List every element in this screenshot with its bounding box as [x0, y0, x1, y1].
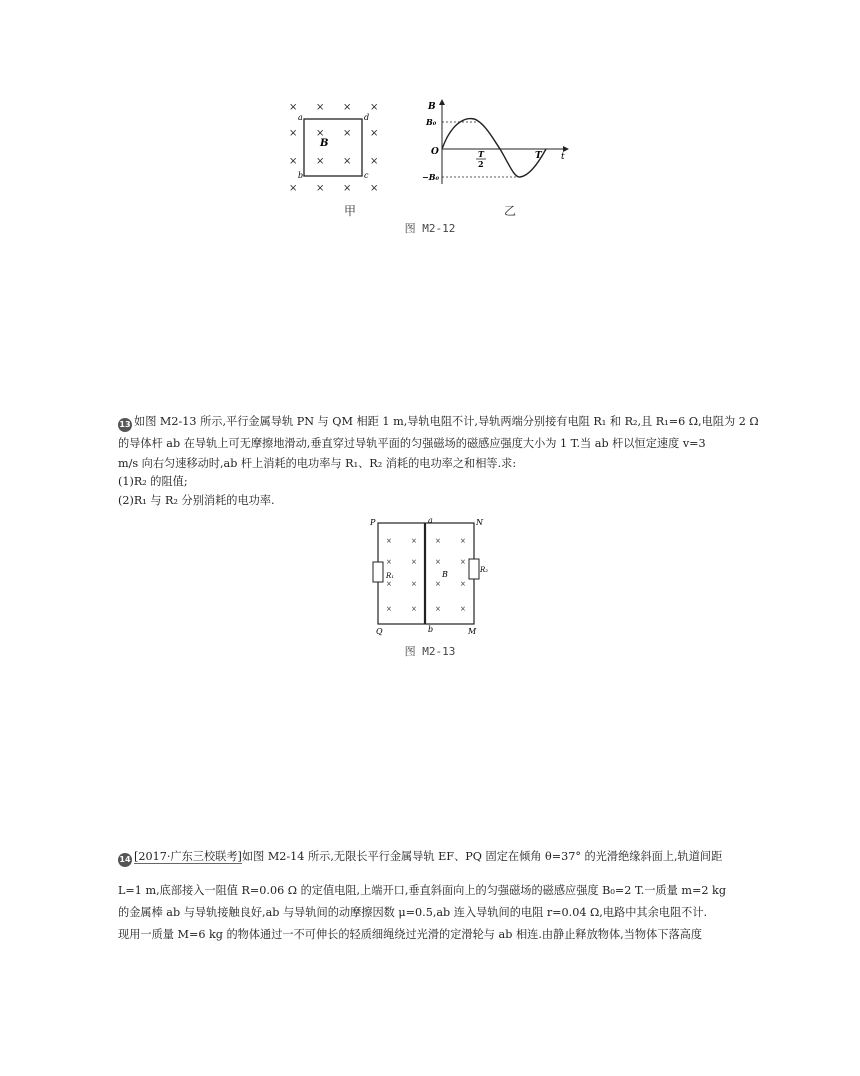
cross: ×: [460, 537, 466, 545]
corner-c: c: [364, 171, 369, 180]
origin-label: O: [431, 147, 439, 157]
cross: ×: [316, 156, 325, 167]
question-text: 现用一质量 M=6 kg 的物体通过一不可伸长的轻质细绳绕过光滑的定滑轮与 ab 相连.由静止释放物体,当物体下落高度: [118, 928, 703, 941]
cross: ×: [460, 605, 466, 613]
corner-a: a: [298, 113, 303, 122]
label-a: a: [428, 516, 433, 525]
label-r2: R₂: [480, 566, 489, 574]
cross: ×: [316, 183, 325, 194]
square-loop: [304, 119, 362, 176]
cross: ×: [289, 128, 298, 139]
cross: ×: [435, 558, 441, 566]
question-text: 如图 M2-14 所示,无限长平行金属导轨 EF、PQ 固定在倾角 θ=37° 的光滑绝缘斜面上,轨道间距: [241, 850, 723, 863]
cross: ×: [411, 605, 417, 613]
resistor-r2: [469, 559, 479, 579]
cross: ×: [370, 102, 379, 113]
question-13: [118, 411, 759, 511]
question-text: 的导体杆 ab 在导轨上可无摩擦地滑动,垂直穿过导轨平面的匀强磁场的磁感应强度大小为 1 T.当 ab 杆以恒定速度 v=3: [118, 437, 706, 450]
cross: ×: [316, 128, 325, 139]
cross: ×: [386, 580, 392, 588]
cross: ×: [386, 558, 392, 566]
corner-d: d: [364, 113, 370, 122]
figure-yi: [420, 98, 576, 190]
cross: ×: [386, 605, 392, 613]
figure-jia: [280, 96, 390, 196]
figure-label-jia: 甲: [343, 204, 356, 218]
cross: ×: [289, 102, 298, 113]
t-period-label: T: [535, 151, 542, 161]
question-part-2: (2)R₁ 与 R₂ 分别消耗的电功率.: [118, 494, 275, 507]
field-label-b: B: [442, 570, 448, 579]
cross: ×: [411, 558, 417, 566]
cross: ×: [411, 580, 417, 588]
cross: ×: [343, 102, 352, 113]
cross: ×: [343, 156, 352, 167]
question-number-13: 13: [118, 418, 132, 432]
label-r1: R₁: [386, 572, 395, 580]
label-n: N: [476, 518, 483, 527]
question-text: L=1 m,底部接入一阻值 R=0.06 Ω 的定值电阻,上端开口,垂直斜面向上的匀强磁场的磁感应强度 B₀=2 T.一质量 m=2 kg: [118, 884, 726, 897]
question-text: 如图 M2-13 所示,平行金属导轨 PN 与 QM 相距 1 m,导轨电阻不计,导轨两端分别接有电阻 R₁ 和 R₂,且 R₁=6 Ω,电阻为 2 Ω: [134, 415, 759, 428]
question-source: [2017·广东三校联考]: [134, 850, 242, 863]
b0-label: B₀: [426, 117, 437, 127]
question-text: 的金属棒 ab 与导轨接触良好,ab 与导轨间的动摩擦因数 μ=0.5,ab 连入导轨间的电阻 r=0.04 Ω,电路中其余电阻不计.: [118, 906, 708, 919]
cross: ×: [435, 605, 441, 613]
question-14: [118, 846, 744, 946]
label-q: Q: [376, 627, 383, 636]
figure-caption-m2-13: 图 M2-13: [404, 645, 456, 658]
question-number-14: 14: [118, 853, 132, 867]
field-label-b: B: [320, 138, 329, 149]
label-b: b: [428, 625, 434, 634]
cross: ×: [411, 537, 417, 545]
sine-curve: [442, 119, 546, 177]
t-half-numerator: T: [478, 149, 484, 159]
neg-b0-label: −B₀: [422, 172, 439, 182]
cross: ×: [435, 580, 441, 588]
cross: ×: [460, 558, 466, 566]
t-half-denominator: 2: [478, 159, 484, 169]
axis-label-t: t: [561, 152, 565, 162]
figure-m2-13: [364, 516, 496, 638]
question-text: m/s 向右匀速移动时,ab 杆上消耗的电功率与 R₁、R₂ 消耗的电功率之和相等.求:: [118, 457, 517, 470]
cross: ×: [386, 537, 392, 545]
label-m: M: [468, 627, 477, 636]
cross: ×: [370, 128, 379, 139]
cross: ×: [370, 156, 379, 167]
figure-caption-m2-12: 图 M2-12: [404, 222, 456, 235]
question-13-line-1: [118, 411, 759, 433]
label-p: P: [370, 518, 376, 527]
cross: ×: [370, 183, 379, 194]
cross: ×: [316, 102, 325, 113]
axis-label-b: B: [428, 102, 436, 112]
cross: ×: [435, 537, 441, 545]
cross: ×: [289, 156, 298, 167]
cross: ×: [460, 580, 466, 588]
cross: ×: [343, 128, 352, 139]
question-14-line-1: [118, 846, 744, 868]
corner-b: b: [298, 171, 304, 180]
figure-label-yi: 乙: [503, 204, 516, 218]
cross: ×: [343, 183, 352, 194]
question-part-1: (1)R₂ 的阻值;: [118, 475, 188, 488]
cross: ×: [289, 183, 298, 194]
resistor-r1: [373, 562, 383, 582]
